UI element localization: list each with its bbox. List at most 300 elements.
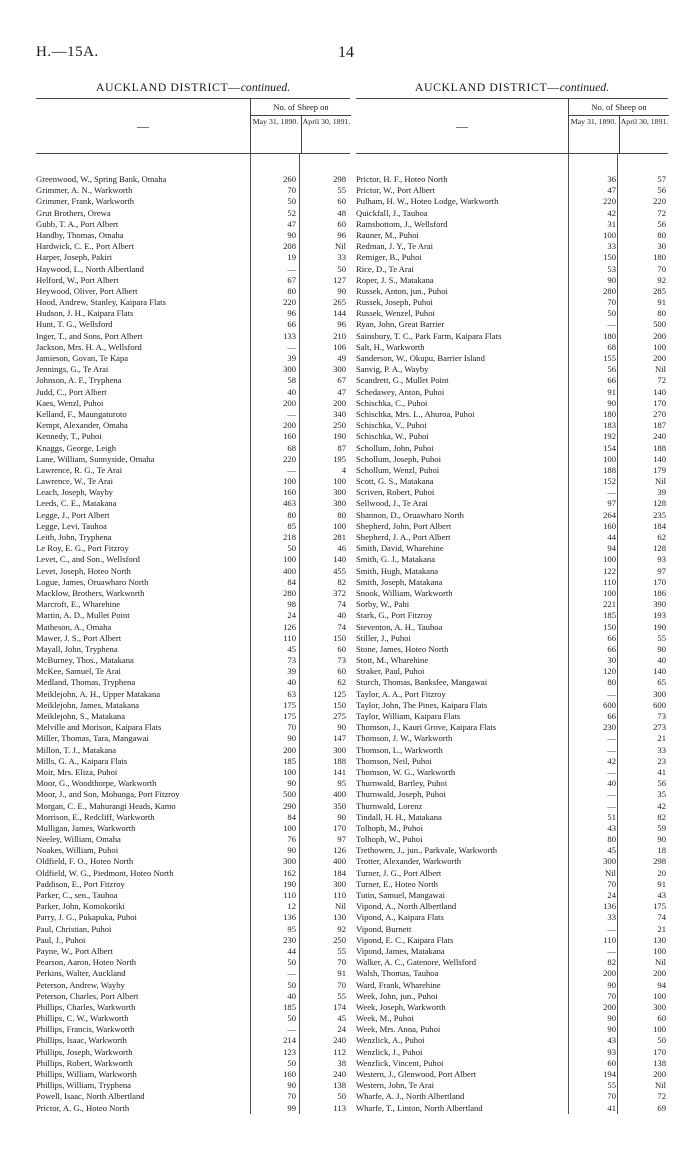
owner-name: Vipond, A., Kaipara Flats bbox=[356, 912, 444, 923]
sheep-count-1890: 280 bbox=[603, 285, 616, 296]
sheep-count-1890: 290 bbox=[283, 800, 296, 811]
owner-name: Meiklejohn, S., Matakana bbox=[36, 711, 126, 721]
sheep-count-1891: 273 bbox=[653, 722, 666, 733]
sheep-count-1890: 90 bbox=[607, 397, 616, 408]
table-row bbox=[36, 275, 350, 286]
sheep-count-1890: 43 bbox=[607, 1035, 616, 1046]
sheep-count-1890: 47 bbox=[287, 218, 296, 229]
table-row bbox=[356, 353, 668, 364]
table-row bbox=[36, 722, 350, 733]
table-row bbox=[36, 375, 350, 386]
sheep-count-1891: 298 bbox=[333, 174, 346, 184]
sheep-count-1890: 150 bbox=[603, 252, 616, 263]
sheep-count-1890: 264 bbox=[603, 509, 616, 520]
name-column-header: — bbox=[456, 119, 468, 133]
table-row bbox=[36, 789, 350, 800]
table-row bbox=[36, 431, 350, 442]
table-row bbox=[36, 890, 350, 901]
sheep-count-1891: 80 bbox=[337, 509, 346, 520]
owner-name: Remiger, B., Puhoi bbox=[356, 252, 422, 263]
owner-name: Hood, Andrew, Stanley, Kaipara Flats bbox=[36, 297, 166, 308]
owner-name: Parker, John, Komokoriki bbox=[36, 901, 125, 912]
sheep-count-1890: — bbox=[607, 800, 616, 811]
sheep-count-1891: 240 bbox=[653, 431, 666, 442]
sheep-count-1890: 47 bbox=[607, 185, 616, 196]
sheep-count-1890: 40 bbox=[607, 778, 616, 789]
sheep-count-1891: 144 bbox=[333, 308, 346, 319]
owner-name: Shepherd, John, Port Albert bbox=[356, 520, 452, 531]
owner-name: Stiller, J., Puhoi bbox=[356, 632, 411, 643]
owner-name: Tolhoph, W., Puhoi bbox=[356, 834, 423, 845]
table-row bbox=[36, 868, 350, 879]
sheep-count-1890: 100 bbox=[603, 229, 616, 240]
table-row bbox=[36, 1091, 350, 1102]
table-row bbox=[36, 700, 350, 711]
owner-name: McKee, Samuel, Te Arai bbox=[36, 666, 121, 677]
sheep-count-1891: Nil bbox=[655, 957, 666, 968]
owner-name: Heywood, Oliver, Port Albert bbox=[36, 285, 138, 296]
sheep-count-1891: 281 bbox=[333, 532, 346, 542]
owner-name: Phillips, William, Warkworth bbox=[36, 1069, 137, 1079]
sheep-count-1890: 39 bbox=[287, 353, 296, 363]
owner-name: Paul, Christian, Puhoi bbox=[36, 923, 112, 934]
table-row bbox=[356, 566, 668, 577]
table-row bbox=[36, 465, 350, 476]
sheep-count-1891: 300 bbox=[333, 364, 346, 375]
owner-name: Shannon, D., Oruawharo North bbox=[356, 509, 464, 520]
table-row bbox=[356, 297, 668, 308]
sheep-count-1890: 175 bbox=[283, 699, 296, 710]
table-row bbox=[36, 566, 350, 577]
sheep-count-1891: 220 bbox=[653, 196, 666, 207]
sheep-count-1890: 175 bbox=[283, 711, 296, 721]
owner-name: Melville and Morison, Kaipara Flats bbox=[36, 722, 162, 733]
table-row bbox=[36, 1013, 350, 1024]
sheep-count-1890: 80 bbox=[607, 677, 616, 688]
sheep-count-1891: Nil bbox=[655, 476, 666, 487]
sheep-count-1891: 67 bbox=[337, 375, 346, 386]
sheep-count-1890: 100 bbox=[283, 554, 296, 565]
sheep-count-1890: — bbox=[607, 319, 616, 330]
sheep-count-1891: 91 bbox=[657, 878, 666, 889]
table-row bbox=[36, 745, 350, 756]
owner-name: Haywood, L., North Albertland bbox=[36, 263, 144, 274]
owner-name: Schischka, W., Puhoi bbox=[356, 431, 429, 442]
owner-name: Schischka, V., Puhoi bbox=[356, 420, 427, 431]
table-row bbox=[356, 1103, 668, 1114]
owner-name: Smith, David, Wharehine bbox=[356, 543, 444, 554]
sheep-count-1891: 195 bbox=[333, 453, 346, 464]
table-row bbox=[36, 901, 350, 912]
sheep-count-1890: 50 bbox=[287, 1057, 296, 1068]
table-row bbox=[36, 633, 350, 644]
sheep-count-1890: Nil bbox=[605, 867, 616, 878]
sheep-count-1890: 84 bbox=[287, 811, 296, 822]
owner-name: Wharfe, T., Linton, North Albertland bbox=[356, 1102, 483, 1113]
table-row bbox=[356, 174, 668, 185]
sheep-count-1890: 70 bbox=[287, 185, 296, 196]
table-row bbox=[36, 174, 350, 185]
sheep-count-1891: 97 bbox=[337, 834, 346, 845]
table-row bbox=[356, 834, 668, 845]
district-heading: AUCKLAND DISTRICT—continued. bbox=[95, 80, 291, 94]
sheep-count-1891: 100 bbox=[653, 990, 666, 1001]
table-row bbox=[356, 521, 668, 532]
sheep-count-1890: 183 bbox=[603, 420, 616, 431]
table-row bbox=[356, 331, 668, 342]
sheep-count-1890: 160 bbox=[283, 431, 296, 442]
owner-name: Schedawey, Anton, Puhoi bbox=[356, 386, 445, 397]
sheep-count-1890: 73 bbox=[287, 655, 296, 666]
sheep-count-1891: 380 bbox=[333, 498, 346, 509]
table-row bbox=[36, 577, 350, 588]
table-row bbox=[36, 543, 350, 554]
table-row bbox=[36, 935, 350, 946]
sheep-count-1891: 200 bbox=[653, 968, 666, 979]
table-row bbox=[36, 845, 350, 856]
table-row bbox=[356, 610, 668, 621]
table-row bbox=[356, 901, 668, 912]
owner-name: Paddison, E., Port Fitzroy bbox=[36, 878, 125, 889]
sheep-count-1890: 194 bbox=[603, 1069, 616, 1079]
table-row bbox=[356, 767, 668, 778]
owner-name: Thomson, J., Kauri Grove, Kaipara Flats bbox=[356, 722, 497, 733]
sheep-count-1891: 184 bbox=[653, 520, 666, 531]
sheep-count-1890: 51 bbox=[607, 811, 616, 822]
sheep-count-1891: 33 bbox=[337, 252, 346, 263]
owner-name: Smith, Hugh, Matakana bbox=[356, 565, 439, 576]
sheep-count-1891: 4 bbox=[341, 464, 346, 475]
sheep-count-1891: 55 bbox=[337, 185, 346, 196]
sheep-count-1891: 125 bbox=[333, 688, 346, 699]
sheep-count-1890: 53 bbox=[607, 263, 616, 274]
sheep-count-1890: 63 bbox=[287, 688, 296, 699]
owner-name: Kempt, Alexander, Omaha bbox=[36, 420, 128, 431]
sheep-count-1890: — bbox=[607, 789, 616, 800]
owner-name: Thomson, L., Warkworth bbox=[356, 744, 443, 755]
owner-name: Schollum, Wenzl, Puhoi bbox=[356, 464, 440, 475]
table-row bbox=[36, 1069, 350, 1080]
owner-name: Perkins, Walter, Auckland bbox=[36, 968, 126, 979]
sheep-count-1890: 66 bbox=[607, 375, 616, 386]
sheep-count-1891: 50 bbox=[337, 263, 346, 274]
table-row bbox=[36, 1035, 350, 1046]
owner-name: Week, John, jun., Puhoi bbox=[356, 990, 438, 1001]
owner-name: Mayall, John, Tryphena bbox=[36, 643, 118, 654]
sheep-count-1890: 70 bbox=[607, 1091, 616, 1102]
table-row bbox=[356, 722, 668, 733]
owner-name: Gubb, T. A., Port Albert bbox=[36, 218, 119, 229]
sheep-count-1891: 140 bbox=[653, 386, 666, 397]
sheep-count-1890: 110 bbox=[283, 890, 296, 900]
sheep-count-1890: 33 bbox=[607, 241, 616, 252]
owner-name: Russek, Wenzel, Puhoi bbox=[356, 308, 435, 319]
table-row bbox=[36, 398, 350, 409]
owner-name: Meiklejohn, A. H., Upper Matakana bbox=[36, 688, 161, 699]
sheep-count-1891: 300 bbox=[333, 878, 346, 889]
owner-name: Straker, Paul, Puhoi bbox=[356, 666, 425, 677]
owner-name: Phillips, Robert, Warkworth bbox=[36, 1057, 133, 1068]
sheep-count-1891: 72 bbox=[657, 1091, 666, 1102]
sheep-count-1891: 92 bbox=[657, 274, 666, 285]
sheep-count-1890: 93 bbox=[607, 1046, 616, 1057]
sheep-count-1891: 18 bbox=[657, 845, 666, 856]
owner-name: Sanvig, P. A., Wayby bbox=[356, 364, 429, 375]
sheep-count-1890: 90 bbox=[607, 979, 616, 990]
table-row bbox=[356, 957, 668, 968]
table-row bbox=[356, 1047, 668, 1058]
owner-name: Taylor, John, The Pines, Kaipara Flats bbox=[356, 699, 488, 710]
owner-name: Grut Brothers, Orewa bbox=[36, 207, 111, 218]
sheep-count-1890: 66 bbox=[607, 632, 616, 643]
table-row bbox=[356, 398, 668, 409]
sheep-count-1890: 36 bbox=[607, 174, 616, 184]
sheep-count-1891: 250 bbox=[333, 934, 346, 945]
sheep-count-1890: 50 bbox=[287, 196, 296, 207]
table-row bbox=[356, 655, 668, 666]
sheep-count-1890: 90 bbox=[287, 845, 296, 856]
sheep-count-1890: 185 bbox=[283, 1001, 296, 1012]
table-row bbox=[356, 980, 668, 991]
sheep-count-1890: 70 bbox=[607, 878, 616, 889]
table-row bbox=[36, 230, 350, 241]
sheep-count-1891: 112 bbox=[333, 1046, 346, 1057]
table-row bbox=[36, 599, 350, 610]
table-row bbox=[356, 812, 668, 823]
sheep-count-1890: 185 bbox=[283, 755, 296, 766]
report-reference: H.—15A. bbox=[36, 44, 99, 60]
sheep-count-1890: 230 bbox=[603, 722, 616, 733]
district-name: AUCKLAND DISTRICT bbox=[414, 80, 548, 94]
table-row bbox=[36, 980, 350, 991]
sheep-column-group bbox=[250, 99, 351, 153]
owner-name: Levet, C., and Son., Wellsford bbox=[36, 554, 140, 565]
sheep-count-1891: 73 bbox=[337, 655, 346, 666]
sheep-count-1891: 240 bbox=[333, 1035, 346, 1046]
sheep-count-1891: 47 bbox=[337, 386, 346, 397]
table-row bbox=[36, 521, 350, 532]
sheep-count-1891: 57 bbox=[657, 174, 666, 184]
sheep-count-1891: 455 bbox=[333, 565, 346, 576]
table-row bbox=[356, 219, 668, 230]
sheep-count-1890: 90 bbox=[287, 733, 296, 744]
table-row bbox=[36, 1047, 350, 1058]
table-row bbox=[356, 1035, 668, 1046]
sheep-count-1890: 43 bbox=[607, 822, 616, 833]
owner-name: Vipond, E. C., Kaipara Flats bbox=[356, 934, 454, 945]
table-row bbox=[356, 968, 668, 979]
sheep-count-1890: — bbox=[287, 464, 296, 475]
owner-name: Western, John, Te Arai bbox=[356, 1080, 435, 1091]
owner-name: Medland, Thomas, Tryphena bbox=[36, 677, 136, 688]
owner-name: Moor, G., Woodthorpe, Warkworth bbox=[36, 778, 157, 789]
sheep-count-1890: 67 bbox=[287, 274, 296, 285]
sheep-count-1890: 300 bbox=[603, 856, 616, 867]
table-row bbox=[36, 476, 350, 487]
sheep-count-1891: 106 bbox=[333, 341, 346, 352]
owner-name: Sanderson, W., Okupu, Barrier Island bbox=[356, 353, 485, 363]
owner-name: Phillips, Charles, Warkworth bbox=[36, 1001, 136, 1012]
sheep-count-1891: 140 bbox=[333, 554, 346, 565]
owner-name: Week, M., Puhoi bbox=[356, 1013, 414, 1024]
sheep-count-1891: 100 bbox=[653, 945, 666, 956]
table-row bbox=[36, 756, 350, 767]
owner-name: Kaes, Wenzl, Puhoi bbox=[36, 397, 104, 408]
sheep-count-1890: 160 bbox=[283, 1069, 296, 1079]
sheep-count-1891: 400 bbox=[333, 856, 346, 867]
sheep-count-1890: 185 bbox=[603, 610, 616, 621]
owner-name: Leeds, C. E., Matakana bbox=[36, 498, 117, 509]
sheep-count-1890: 123 bbox=[283, 1046, 296, 1057]
table-row bbox=[36, 823, 350, 834]
sheep-count-1890: 80 bbox=[287, 509, 296, 520]
sheep-count-1890: 600 bbox=[603, 699, 616, 710]
table-row bbox=[36, 946, 350, 957]
sheep-count-1891: 372 bbox=[333, 587, 346, 598]
table-row bbox=[356, 510, 668, 521]
owner-name: Stott, M., Wharehine bbox=[356, 655, 429, 666]
sheep-count-1891: 72 bbox=[657, 375, 666, 386]
owner-name: Schollum, Joseph, Puhoi bbox=[356, 453, 441, 464]
table-row bbox=[36, 409, 350, 420]
sheep-count-1891: 92 bbox=[337, 923, 346, 934]
owner-name: Jennings, G., Te Arai bbox=[36, 364, 109, 375]
sheep-count-1890: — bbox=[607, 733, 616, 744]
owner-name: Greenwood, W., Spring Bank, Omaha bbox=[36, 174, 167, 184]
table-row bbox=[356, 935, 668, 946]
sheep-count-1891: 90 bbox=[337, 285, 346, 296]
sheep-count-1891: 186 bbox=[653, 587, 666, 598]
sheep-count-1891: 190 bbox=[653, 621, 666, 632]
sheep-count-1890: — bbox=[287, 1024, 296, 1035]
table-row bbox=[356, 465, 668, 476]
sheep-count-1890: 218 bbox=[283, 532, 296, 542]
sheep-count-1890: 24 bbox=[287, 610, 296, 621]
sheep-count-1890: 188 bbox=[603, 464, 616, 475]
sheep-count-1891: 138 bbox=[653, 1057, 666, 1068]
sheep-count-1891: 20 bbox=[657, 867, 666, 878]
sheep-count-1890: 300 bbox=[283, 364, 296, 375]
sheep-count-1890: 66 bbox=[607, 711, 616, 721]
table-row bbox=[356, 823, 668, 834]
table-row bbox=[36, 812, 350, 823]
sheep-count-1891: 40 bbox=[657, 655, 666, 666]
sheep-count-1891: 50 bbox=[337, 1091, 346, 1102]
continued-label: continued. bbox=[559, 80, 610, 94]
sheep-count-1891: 95 bbox=[337, 778, 346, 789]
table-row bbox=[356, 666, 668, 677]
table-row bbox=[356, 443, 668, 454]
table-row bbox=[356, 845, 668, 856]
sheep-count-1891: 56 bbox=[657, 185, 666, 196]
sheep-count-1891: 41 bbox=[657, 766, 666, 777]
sheep-count-1891: 80 bbox=[657, 229, 666, 240]
sheep-count-1891: 96 bbox=[337, 229, 346, 240]
table-row bbox=[356, 286, 668, 297]
sheep-count-1890: — bbox=[287, 968, 296, 979]
table-row bbox=[36, 711, 350, 722]
sheep-count-1890: 500 bbox=[283, 789, 296, 800]
sheep-count-1891: 128 bbox=[653, 498, 666, 509]
table-row bbox=[36, 957, 350, 968]
sheep-count-1891: 70 bbox=[337, 957, 346, 968]
table-row bbox=[356, 543, 668, 554]
district-name: AUCKLAND DISTRICT bbox=[95, 80, 229, 94]
sheep-count-1890: 45 bbox=[287, 643, 296, 654]
owner-name: Taylor, A. A., Port Fitzroy bbox=[356, 688, 446, 699]
owner-name: Marcroft, E., Wharehine bbox=[36, 599, 121, 610]
sheep-count-1890: 220 bbox=[283, 297, 296, 308]
table-row bbox=[356, 890, 668, 901]
sheep-count-1891: 70 bbox=[657, 263, 666, 274]
owner-name: Snook, William, Warkworth bbox=[356, 587, 453, 598]
owner-name: Miller, Thomas, Tara, Mangawai bbox=[36, 733, 149, 744]
sheep-count-1890: 52 bbox=[287, 207, 296, 218]
table-row bbox=[356, 588, 668, 599]
sheep-count-1890: 160 bbox=[603, 520, 616, 531]
sheep-count-1891: 74 bbox=[337, 621, 346, 632]
sheep-count-1891: 45 bbox=[337, 1013, 346, 1024]
sheep-count-1891: 94 bbox=[657, 979, 666, 990]
sheep-count-1890: — bbox=[607, 945, 616, 956]
sheep-count-1890: 180 bbox=[603, 330, 616, 341]
owner-name: Ramsbottom, J., Wellsford bbox=[356, 218, 448, 229]
sheep-count-1891: 90 bbox=[337, 811, 346, 822]
sheep-count-1890: 39 bbox=[287, 666, 296, 677]
owner-name: Martin, A. D., Mullet Point bbox=[36, 610, 130, 621]
owner-name: Powell, Isaac, North Albertland bbox=[36, 1091, 145, 1102]
owner-name: Thurnwald, Lorenz bbox=[356, 800, 423, 811]
owner-name: Scandrett, G., Mullet Point bbox=[356, 375, 449, 386]
sheep-count-1890: 100 bbox=[603, 554, 616, 565]
owner-name: Prictor, H. F., Hoteo North bbox=[356, 174, 448, 184]
sheep-count-1891: 33 bbox=[657, 744, 666, 755]
owner-name: Moor, J., and Son, Mohunga, Port Fitzroy bbox=[36, 789, 180, 800]
sheep-count-1891: 130 bbox=[333, 912, 346, 923]
sheep-count-1891: 40 bbox=[337, 610, 346, 621]
table-row bbox=[356, 454, 668, 465]
owner-name: Harper, Joseph, Pakiri bbox=[36, 252, 113, 263]
sheep-count-1890: 221 bbox=[603, 599, 616, 610]
sheep-count-1890: 50 bbox=[287, 1013, 296, 1024]
table-row bbox=[356, 241, 668, 252]
sheep-count-1890: 463 bbox=[283, 498, 296, 509]
table-row bbox=[356, 1069, 668, 1080]
sheep-count-1891: 87 bbox=[337, 442, 346, 453]
owner-name: Turner, J. G., Port Albert bbox=[356, 867, 442, 878]
table-row bbox=[356, 375, 668, 386]
sheep-count-1891: 30 bbox=[657, 241, 666, 252]
table-row bbox=[36, 834, 350, 845]
owner-name: Week, Mrs. Anna, Puhoi bbox=[356, 1024, 441, 1035]
table-row bbox=[36, 610, 350, 621]
table-row bbox=[36, 532, 350, 543]
date-1891-header: April 30, 1891. bbox=[301, 116, 351, 153]
owner-name: Legge, Levi, Tauhoa bbox=[36, 520, 107, 531]
sheep-count-1891: 175 bbox=[653, 901, 666, 912]
table-row bbox=[36, 1002, 350, 1013]
table-row bbox=[36, 319, 350, 330]
table-row bbox=[356, 689, 668, 700]
sheep-count-1890: 280 bbox=[283, 587, 296, 598]
owner-name: Pearson, Aaron, Hoteo North bbox=[36, 957, 137, 968]
table-row bbox=[356, 387, 668, 398]
owner-name: Wharfe, A. J., North Albertland bbox=[356, 1091, 465, 1102]
sheep-count-1891: 141 bbox=[333, 766, 346, 777]
sheep-count-1890: 96 bbox=[287, 308, 296, 319]
sheep-count-1890: 41 bbox=[607, 1102, 616, 1113]
table-row bbox=[36, 778, 350, 789]
